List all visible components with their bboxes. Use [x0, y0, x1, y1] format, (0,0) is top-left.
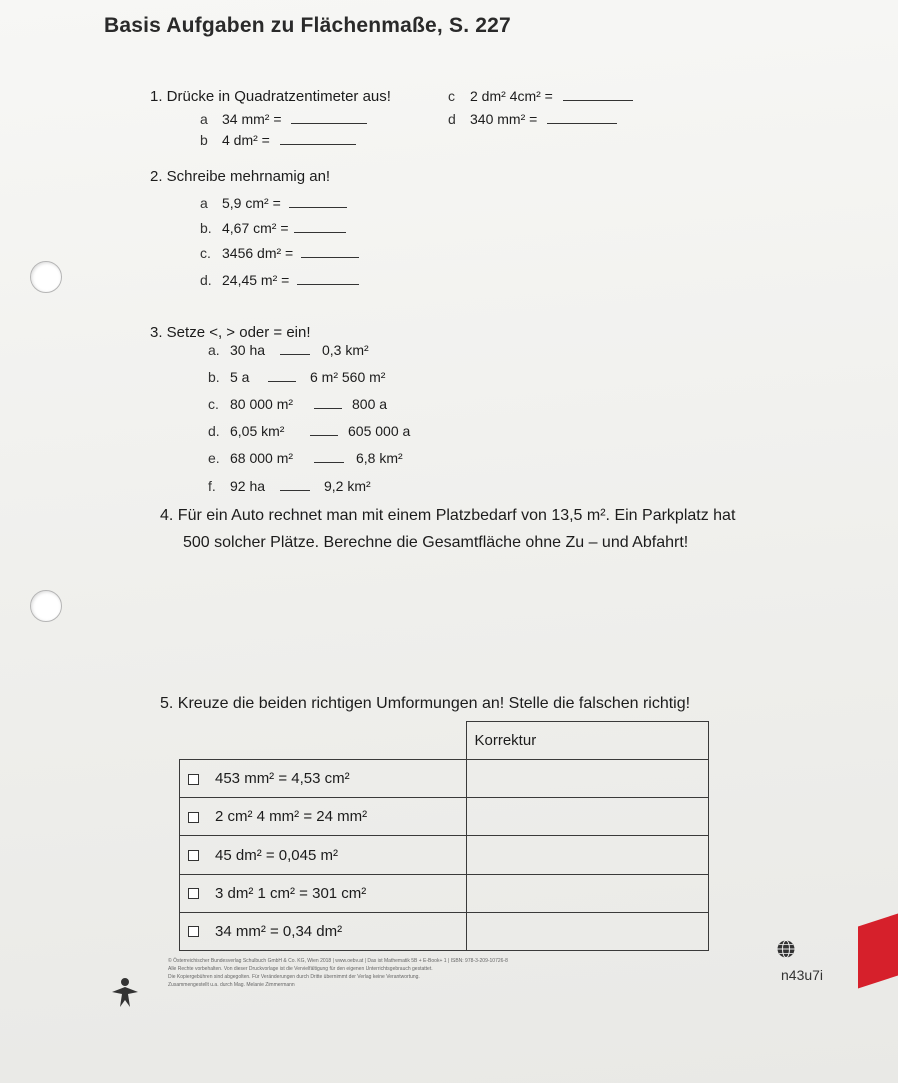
correction-cell[interactable] — [466, 836, 709, 874]
item-letter: d. — [200, 272, 212, 288]
item-letter: a — [200, 195, 208, 211]
answer-blank[interactable] — [563, 88, 633, 101]
item-letter: e. — [208, 450, 220, 466]
answer-blank[interactable] — [289, 195, 347, 208]
expr-text: 453 mm² = 4,53 cm² — [215, 770, 350, 788]
compare-right: 0,3 km² — [322, 342, 369, 358]
item-expr: 4 dm² = — [222, 132, 270, 148]
task2-item-c — [200, 245, 359, 261]
task2-label: 2. Schreibe mehrnamig an! — [150, 168, 331, 185]
task4-line1: 4. Für ein Auto rechnet man mit einem Platzbedarf von 13,5 m². Ein Parkplatz hat — [160, 507, 736, 524]
answer-blank[interactable] — [547, 111, 617, 124]
checkbox[interactable] — [188, 774, 199, 785]
answer-blank[interactable] — [294, 220, 346, 233]
expr-cell — [180, 912, 467, 950]
item-expr: 5,9 cm² = — [222, 195, 281, 211]
task3-item-a — [208, 342, 369, 358]
compare-right: 6,8 km² — [356, 450, 403, 466]
compare-left: 68 000 m² — [230, 450, 294, 466]
task5-label: 5. Kreuze die beiden richtigen Umformungen an! Stelle die falschen richtig! — [160, 695, 691, 712]
expr-text: 3 dm² 1 cm² = 301 cm² — [215, 884, 367, 902]
item-letter: f. — [208, 478, 216, 494]
task4-line2: 500 solcher Plätze. Berechne die Gesamtfläche ohne Zu – und Abfahrt! — [183, 534, 689, 551]
task3-item-c — [208, 396, 387, 412]
task1-item-d — [448, 111, 617, 127]
table-row — [180, 760, 709, 798]
task2-item-d — [200, 272, 359, 288]
conversion-table — [179, 721, 709, 951]
correction-cell[interactable] — [466, 760, 709, 798]
expr-cell — [180, 798, 467, 836]
compare-right: 6 m² 560 m² — [310, 369, 386, 385]
online-code: n43u7i — [781, 967, 824, 983]
checkbox[interactable] — [188, 888, 199, 899]
compare-blank[interactable] — [280, 478, 310, 491]
correction-cell[interactable] — [466, 798, 709, 836]
expr-cell — [180, 760, 467, 798]
compare-blank[interactable] — [314, 396, 342, 409]
item-letter: c. — [200, 245, 211, 261]
compare-right: 9,2 km² — [324, 478, 371, 494]
footer-compiled: Zusammengestellt u.a. durch Mag. Melanie Zimmermann — [168, 982, 295, 988]
item-letter: d. — [208, 423, 220, 439]
item-letter: d — [448, 111, 456, 127]
item-expr: 3456 dm² = — [222, 245, 294, 261]
compare-left: 6,05 km² — [230, 423, 285, 439]
checkbox[interactable] — [188, 926, 199, 937]
item-letter: b — [200, 132, 208, 148]
item-letter: a. — [208, 342, 220, 358]
task1-item-a — [200, 111, 367, 127]
item-letter: c — [448, 88, 455, 104]
item-letter: c. — [208, 396, 219, 412]
compare-left: 92 ha — [230, 478, 266, 494]
expr-cell — [180, 836, 467, 874]
compare-blank[interactable] — [310, 423, 338, 436]
task2-item-a — [200, 195, 347, 211]
punch-hole — [30, 590, 62, 622]
item-expr: 34 mm² = — [222, 111, 282, 127]
footer-rights: Alle Rechte vorbehalten. Von dieser Druckvorlage ist die Vervielfältigung für den eigenen Unterrichtsgebrauch gestattet. — [168, 966, 433, 972]
item-letter: a — [200, 111, 208, 127]
footer-fees: Die Kopiergebühren sind abgegolten. Für Veränderungen durch Dritte übernimmt der Verlag keine Verantwortung. — [168, 974, 420, 980]
answer-blank[interactable] — [280, 132, 356, 145]
task2-item-b — [200, 220, 346, 236]
table-row — [180, 836, 709, 874]
correction-cell[interactable] — [466, 874, 709, 912]
item-expr: 2 dm² 4cm² = — [470, 88, 553, 104]
compare-blank[interactable] — [314, 450, 344, 463]
compare-blank[interactable] — [280, 342, 310, 355]
expr-text: 2 cm² 4 mm² = 24 mm² — [215, 808, 368, 826]
expr-text: 34 mm² = 0,34 dm² — [215, 922, 343, 940]
task1-label: 1. Drücke in Quadratzentimeter aus! — [150, 88, 391, 105]
compare-right: 605 000 a — [348, 423, 411, 439]
item-expr: 340 mm² = — [470, 111, 538, 127]
item-expr: 4,67 cm² = — [222, 220, 289, 236]
task1-item-c — [448, 88, 633, 104]
item-expr: 24,45 m² = — [222, 272, 290, 288]
table-row — [180, 912, 709, 950]
table-row — [180, 798, 709, 836]
footer-copyright: © Österreichischer Bundesverlag Schulbuch GmbH & Co. KG, Wien 2018 | www.oebv.at | Das ist Mathematik 5B + E-Book+ 1 | ISBN: 978-3-209-10726-8 — [168, 958, 508, 964]
answer-blank[interactable] — [301, 245, 359, 258]
compare-left: 5 a — [230, 369, 250, 385]
punch-hole — [30, 261, 62, 293]
compare-blank[interactable] — [268, 369, 296, 382]
globe-icon — [776, 939, 796, 959]
task1-item-b — [200, 132, 356, 148]
korrektur-header: Korrektur — [466, 722, 709, 760]
expr-cell — [180, 874, 467, 912]
compare-left: 30 ha — [230, 342, 266, 358]
compare-left: 80 000 m² — [230, 396, 294, 412]
checkbox[interactable] — [188, 812, 199, 823]
task3-item-e — [208, 450, 403, 466]
task3-item-d — [208, 423, 410, 439]
task3-item-b — [208, 369, 385, 385]
red-corner-tab — [858, 914, 898, 989]
logo-figure-icon — [108, 976, 142, 1010]
table-header-empty — [180, 722, 467, 760]
correction-cell[interactable] — [466, 912, 709, 950]
item-letter: b. — [208, 369, 220, 385]
item-letter: b. — [200, 220, 212, 236]
compare-right: 800 a — [352, 396, 388, 412]
table-header-row — [180, 722, 709, 760]
answer-blank[interactable] — [297, 272, 359, 285]
task3-label: 3. Setze <, > oder = ein! — [150, 324, 311, 341]
page-title: Basis Aufgaben zu Flächenmaße, S. 227 — [104, 14, 511, 37]
table-row — [180, 874, 709, 912]
task3-item-f — [208, 478, 371, 494]
expr-text: 45 dm² = 0,045 m² — [215, 846, 338, 864]
answer-blank[interactable] — [291, 111, 367, 124]
checkbox[interactable] — [188, 850, 199, 861]
